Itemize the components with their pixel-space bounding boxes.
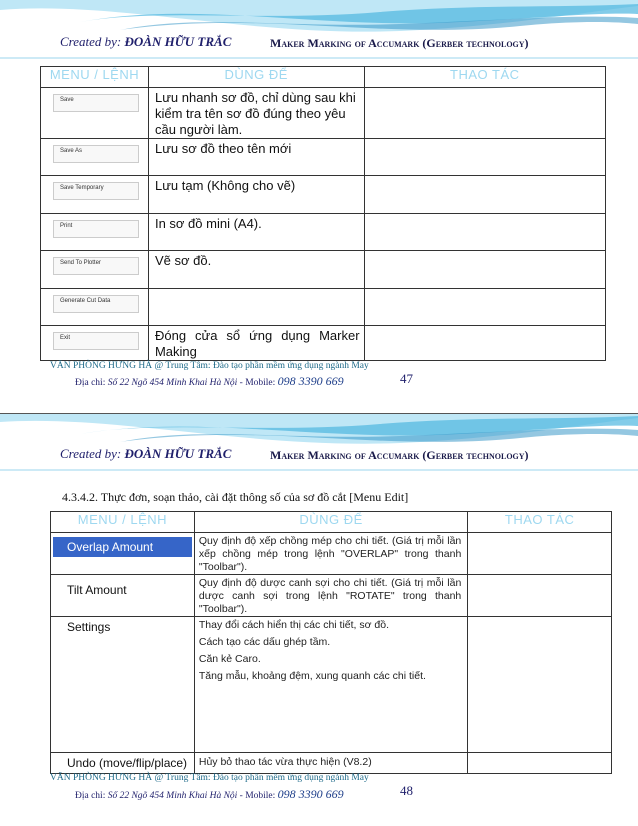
row-action-cell <box>364 139 605 176</box>
footer-address: Địa chỉ: Số 22 Ngõ 454 Minh Khai Hà Nội - Mobile: 098 3390 669 <box>75 787 344 801</box>
settings-line: Tăng mẫu, khoảng đệm, xung quanh các chi tiết. <box>198 670 426 682</box>
row-action-cell <box>468 533 612 575</box>
column-header-usage: DÙNG ĐỂ <box>194 512 467 533</box>
page-number: 47 <box>400 371 413 386</box>
menu-item-send-to-plotter[interactable]: Send To Plotter <box>53 257 139 275</box>
page-number: 48 <box>400 783 413 798</box>
menu-item-print[interactable]: Print <box>53 220 139 238</box>
settings-line: Cách tạo các dấu ghép tầm. <box>198 636 331 648</box>
settings-line: Căn kẻ Caro. <box>198 653 261 665</box>
table-row <box>51 533 612 575</box>
footer-address: Địa chỉ: Số 22 Ngõ 454 Minh Khai Hà Nội - Mobile: 098 3390 669 <box>75 374 344 388</box>
settings-description <box>195 617 467 683</box>
menu-item-save-as[interactable]: Save As <box>53 145 139 163</box>
row-action-cell <box>364 289 605 326</box>
table-row <box>41 88 606 139</box>
menu-item-settings[interactable]: Settings <box>67 620 111 634</box>
column-header-menu: MENU / LỆNH <box>51 512 195 533</box>
row-action-cell <box>468 575 612 617</box>
row-description: Vẽ sơ đồ. <box>154 253 212 268</box>
row-action-cell <box>364 88 605 139</box>
header-book-title: Maker Marking of Accumark (Gerber technology) <box>270 448 529 462</box>
menu-table-edit <box>50 511 612 774</box>
table-row <box>41 176 606 214</box>
column-header-action: THAO TÁC <box>468 512 612 533</box>
section-title: 4.3.4.2. Thực đơn, soạn thảo, cài đặt thông số của sơ đồ cắt [Menu Edit] <box>62 490 409 504</box>
footer-office: VĂN PHÒNG HƯNG HÀ @ Trung Tâm: Đào tạo phần mềm ứng dụng ngành May <box>50 361 369 371</box>
row-description: Lưu tạm (Không cho vẽ) <box>154 178 296 193</box>
table-row <box>41 214 606 251</box>
menu-item-tilt-amount[interactable]: Tilt Amount <box>67 583 127 597</box>
row-description: Quy định độ dược canh sợi cho chi tiết. (Giá trị mỗi lần dược canh sợi trong lệnh "ROTATE" trong thanh "Toolbar"). <box>198 577 462 615</box>
table-row <box>41 139 606 176</box>
column-header-action: THAO TÁC <box>364 67 605 88</box>
menu-item-save[interactable]: Save <box>53 94 139 112</box>
row-action-cell <box>468 753 612 774</box>
header-creator: Created by: ĐOÀN HỮU TRẮC <box>60 446 232 461</box>
row-action-cell <box>364 251 605 289</box>
menu-item-overlap-amount[interactable]: Overlap Amount <box>53 537 192 557</box>
table-row <box>51 617 612 753</box>
header-wave-decoration <box>0 0 638 64</box>
column-header-usage: DÙNG ĐỂ <box>148 67 364 88</box>
row-description: In sơ đồ mini (A4). <box>154 216 262 231</box>
row-description <box>149 289 364 291</box>
menu-table-file <box>40 66 606 361</box>
row-action-cell <box>364 326 605 361</box>
page-48 <box>0 413 638 826</box>
column-header-menu: MENU / LỆNH <box>41 67 149 88</box>
table-row <box>41 289 606 326</box>
row-description: Lưu sơ đồ theo tên mới <box>154 141 292 156</box>
row-description: Quy định độ xếp chồng mép cho chi tiết. (Giá trị mỗi lần xếp chồng mép trong lệnh "OVERLAP" trong thanh "Toolbar"). <box>198 535 462 573</box>
row-action-cell <box>364 214 605 251</box>
header-book-title: Maker Marking of Accumark (Gerber technology) <box>270 36 529 50</box>
menu-item-exit[interactable]: Exit <box>53 332 139 350</box>
row-description: Lưu nhanh sơ đồ, chỉ dùng sau khi kiểm tra tên sơ đồ đúng theo yêu cầu người làm. <box>154 90 356 137</box>
row-description: Đóng cửa sổ ứng dụng Marker Making <box>154 328 360 359</box>
table-row <box>41 251 606 289</box>
menu-item-save-temporary[interactable]: Save Temporary <box>53 182 139 200</box>
table-row <box>51 575 612 617</box>
table-row <box>41 326 606 361</box>
header-creator: Created by: ĐOÀN HỮU TRẮC <box>60 34 232 49</box>
row-action-cell <box>364 176 605 214</box>
row-description: Hủy bỏ thao tác vừa thực hiện (V8.2) <box>198 756 372 768</box>
row-action-cell <box>468 617 612 753</box>
settings-line: Thay đổi cách hiển thị các chi tiết, sơ đồ. <box>198 619 390 631</box>
footer-office: VĂN PHÒNG HƯNG HÀ @ Trung Tâm: Đào tạo phần mềm ứng dụng ngành May <box>50 773 369 783</box>
table-header-row <box>41 67 606 88</box>
table-header-row <box>51 512 612 533</box>
menu-item-undo[interactable]: Undo (move/flip/place) <box>67 756 188 770</box>
menu-item-generate-cut-data[interactable]: Generate Cut Data <box>53 295 139 313</box>
table-row <box>51 753 612 774</box>
